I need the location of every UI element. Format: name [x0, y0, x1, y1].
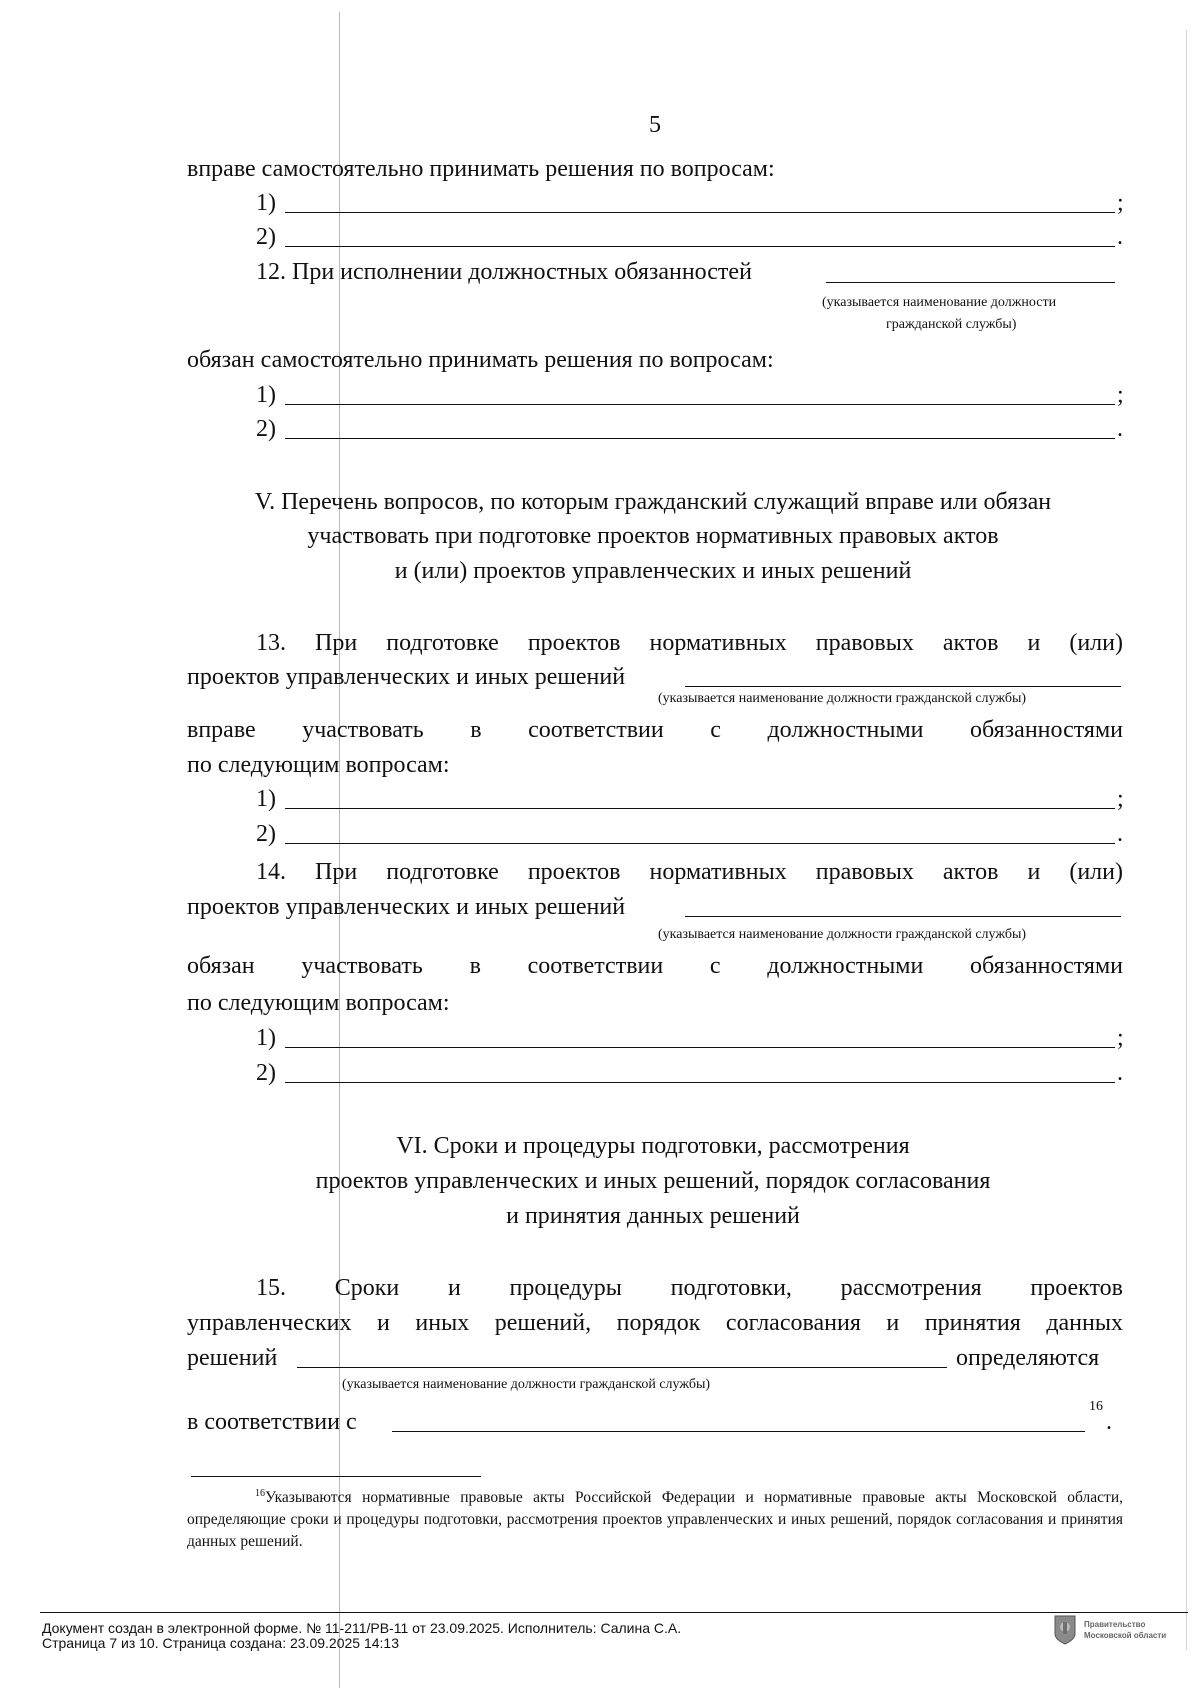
s11-tail: вправе самостоятельно принимать решения по вопросам: — [187, 156, 775, 182]
s12-item-2-line — [285, 438, 1115, 439]
footnote — [187, 1483, 1123, 1553]
s13-item-2-num: 2) — [256, 821, 276, 847]
s13-item-1-semicolon: ; — [1117, 786, 1124, 812]
s13-item-2-period: . — [1117, 821, 1123, 847]
section5-heading-2: участвовать при подготовке проектов нормативных правовых актов — [307, 523, 999, 549]
s13-item-1-line — [285, 808, 1115, 809]
section6-heading-1: VI. Сроки и процедуры подготовки, рассмотрения — [396, 1133, 910, 1159]
footnote-separator — [191, 1476, 481, 1477]
footnote-text: Указываются нормативные правовые акты Российской Федерации и нормативные правовые акты Московской области, определяющие сроки и процедуры подготовки, рассмотрения проектов управленческих и иных решений, порядок согласования и принятия данных решений. — [187, 1489, 1123, 1551]
s12-tail: обязан самостоятельно принимать решения по вопросам: — [187, 347, 774, 373]
s14-item-1-line — [285, 1047, 1115, 1048]
s13-line-4: по следующим вопросам: — [187, 752, 450, 778]
footer-line-2: Страница 7 из 10. Страница создана: 23.09.2025 14:13 — [42, 1635, 399, 1651]
s12-item-2-num: 2) — [256, 416, 276, 442]
s13-line-3: вправе участвовать в соответствии с должностными обязанностями — [187, 717, 1123, 743]
footer-separator — [40, 1612, 1188, 1613]
s14-item-1-num: 1) — [256, 1025, 276, 1051]
s15-hint: (указывается наименование должности гражданской службы) — [342, 1377, 711, 1392]
s14-line-3: обязан участвовать в соответствии с должностными обязанностями — [187, 953, 1123, 979]
s14-item-2-num: 2) — [256, 1060, 276, 1086]
s14-item-2-period: . — [1117, 1060, 1123, 1086]
s11-item-1-semicolon: ; — [1117, 190, 1124, 216]
s12-item-1-semicolon: ; — [1117, 382, 1124, 408]
section6-heading-3: и принятия данных решений — [506, 1203, 800, 1229]
s12-hint-1: (указывается наименование должности — [822, 295, 1057, 310]
s15-line-2: управленческих и иных решений, порядок согласования и принятия данных — [187, 1310, 1123, 1336]
s12-item-1-num: 1) — [256, 382, 276, 408]
s12-item-1-line — [285, 404, 1115, 405]
s13-hint: (указывается наименование должности гражданской службы) — [658, 691, 1027, 706]
s13-item-2-line — [285, 843, 1115, 844]
s11-item-2-num: 2) — [256, 224, 276, 250]
logo-line-1: Правительство — [1084, 1620, 1146, 1629]
s15-line-1: 15. Сроки и процедуры подготовки, рассмотрения проектов — [256, 1275, 1123, 1301]
s11-item-1-line — [285, 212, 1115, 213]
page-number: 5 — [649, 112, 661, 138]
s15-footnote-ref: 16 — [1089, 1399, 1103, 1414]
section5-heading-3: и (или) проектов управленческих и иных решений — [394, 558, 912, 584]
section5-heading-1: V. Перечень вопросов, по которым гражданский служащий вправе или обязан — [254, 489, 1052, 515]
s14-item-2-line — [285, 1082, 1115, 1083]
s12-hint-2: гражданской службы) — [886, 317, 1017, 332]
s15-position-line — [297, 1367, 947, 1368]
s15-line-3-end: определяются — [956, 1345, 1100, 1371]
logo-line-2: Московской области — [1084, 1631, 1167, 1640]
footer-line-1: Документ создан в электронной форме. № 11-211/РВ-11 от 23.09.2025. Исполнитель: Салина С.А. — [42, 1620, 682, 1636]
s13-line-1: 13. При подготовке проектов нормативных правовых актов и (или) — [256, 630, 1123, 656]
s11-item-2-period: . — [1117, 224, 1123, 250]
s15-acts-line — [392, 1431, 1085, 1432]
government-emblem-icon — [1052, 1614, 1078, 1646]
scan-line-right — [1186, 30, 1187, 1650]
s12-text: 12. При исполнении должностных обязанностей — [256, 259, 752, 285]
s14-line-1: 14. При подготовке проектов нормативных правовых актов и (или) — [256, 859, 1123, 885]
s14-line-4: по следующим вопросам: — [187, 990, 450, 1016]
footnote-mark: 16 — [255, 1488, 265, 1499]
s13-position-line — [685, 686, 1121, 687]
s15-line-4: в соответствии с — [187, 1409, 357, 1435]
s13-item-1-num: 1) — [256, 786, 276, 812]
s14-item-1-semicolon: ; — [1117, 1025, 1124, 1051]
s14-line-2: проектов управленческих и иных решений — [187, 894, 626, 920]
s13-line-2: проектов управленческих и иных решений — [187, 664, 626, 690]
s15-line-3-start: решений — [187, 1345, 278, 1371]
s12-item-2-period: . — [1117, 416, 1123, 442]
section6-heading-2: проектов управленческих и иных решений, порядок согласования — [315, 1168, 991, 1194]
s14-position-line — [685, 916, 1121, 917]
s14-hint: (указывается наименование должности гражданской службы) — [658, 927, 1027, 942]
s12-position-line — [826, 282, 1115, 283]
s15-period: . — [1106, 1409, 1112, 1435]
s11-item-1-num: 1) — [256, 190, 276, 216]
s11-item-2-line — [285, 246, 1115, 247]
